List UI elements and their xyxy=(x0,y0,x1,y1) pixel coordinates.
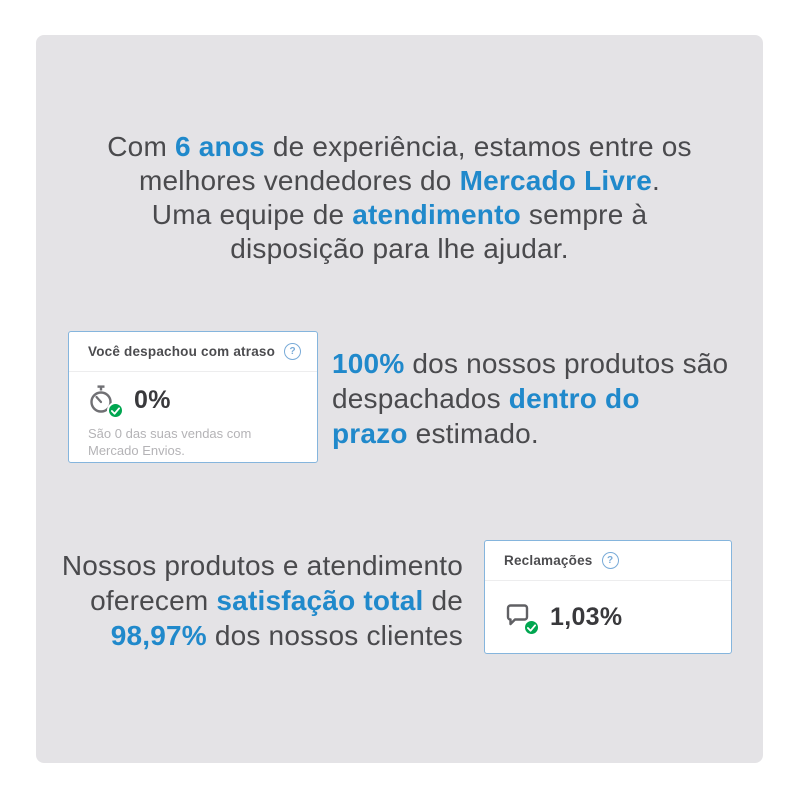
claims-card-header xyxy=(485,541,731,581)
claims-card xyxy=(484,540,732,654)
gray-panel xyxy=(36,35,763,763)
claims-metric xyxy=(504,601,713,633)
chat-bubble-check-icon xyxy=(504,601,538,633)
headline-accent-brand: Mercado Livre xyxy=(459,165,653,196)
headline-text: disposição para lhe ajudar. xyxy=(230,233,569,264)
claims-card-title: Reclamações xyxy=(504,553,593,568)
claims-card-body xyxy=(485,581,731,643)
dispatch-card-title: Você despachou com atraso xyxy=(88,344,276,359)
satisfaction-line-2 xyxy=(36,583,463,618)
stopwatch-check-icon xyxy=(88,384,122,416)
headline-text: sempre à xyxy=(520,199,648,230)
satisfaction-accent-percent: 98,97% xyxy=(110,620,207,651)
satisfaction-paragraph xyxy=(36,548,463,653)
dispatch-line-3 xyxy=(332,416,732,451)
headline-accent-years: 6 anos xyxy=(174,131,265,162)
satisfaction-line-1 xyxy=(36,548,463,583)
headline xyxy=(36,130,763,266)
green-check-badge xyxy=(107,402,124,419)
headline-text: . xyxy=(652,165,660,196)
dispatch-metric xyxy=(88,384,299,416)
dispatch-paragraph xyxy=(332,346,732,451)
dispatch-card xyxy=(68,331,318,463)
headline-line-1 xyxy=(36,130,763,164)
dispatch-text: estimado. xyxy=(407,418,539,449)
headline-line-2 xyxy=(36,164,763,198)
dispatch-value: 0% xyxy=(134,385,171,414)
green-check-badge xyxy=(523,619,540,636)
help-glyph: ? xyxy=(606,555,614,566)
satisfaction-line-3 xyxy=(36,618,463,653)
satisfaction-text: dos nossos clientes xyxy=(206,620,463,651)
headline-text: Com xyxy=(107,131,175,162)
dispatch-accent-deadline2: prazo xyxy=(332,418,408,449)
help-icon[interactable] xyxy=(284,343,301,360)
satisfaction-text: de xyxy=(423,585,463,616)
headline-line-3 xyxy=(36,198,763,232)
dispatch-card-body xyxy=(69,372,317,469)
satisfaction-text: oferecem xyxy=(90,585,217,616)
claims-value: 1,03% xyxy=(550,602,623,631)
dispatch-subtitle: São 0 das suas vendas com Mercado Envios. xyxy=(88,426,252,458)
headline-line-4 xyxy=(36,232,763,266)
headline-text: melhores vendedores do xyxy=(138,165,460,196)
dispatch-accent-deadline: dentro do xyxy=(508,383,640,414)
headline-text: de experiência, estamos entre os xyxy=(264,131,692,162)
dispatch-line-2 xyxy=(332,381,732,416)
headline-accent-support: atendimento xyxy=(352,199,521,230)
dispatch-text: dos nossos produtos são xyxy=(404,348,729,379)
dispatch-accent-100: 100% xyxy=(332,348,405,379)
dispatch-card-header xyxy=(69,332,317,372)
headline-text: Uma equipe de xyxy=(151,199,353,230)
satisfaction-accent-total: satisfação total xyxy=(216,585,424,616)
dispatch-text: despachados xyxy=(332,383,509,414)
satisfaction-text: Nossos produtos e atendimento xyxy=(61,550,463,581)
help-icon[interactable] xyxy=(602,552,619,569)
dispatch-line-1 xyxy=(332,346,732,381)
help-glyph: ? xyxy=(289,346,296,357)
